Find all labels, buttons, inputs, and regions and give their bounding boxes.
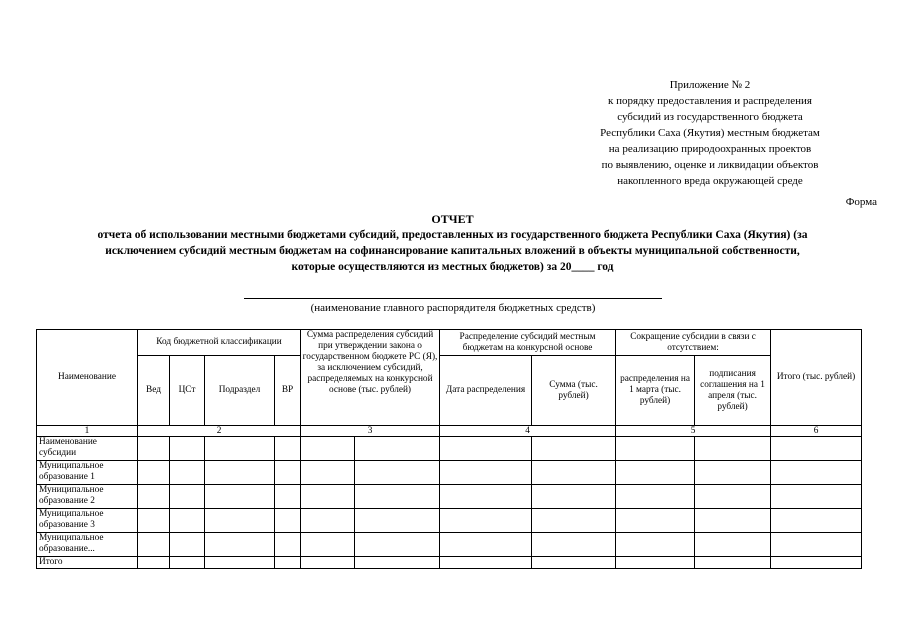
table-row-total bbox=[37, 557, 862, 569]
table-cell[interactable] bbox=[532, 437, 616, 461]
header-comp-sum: Сумма (тыс. рублей) bbox=[532, 356, 616, 426]
table-cell[interactable] bbox=[440, 557, 532, 569]
table-cell[interactable] bbox=[205, 485, 275, 509]
table-cell[interactable] bbox=[440, 461, 532, 485]
table-cell[interactable] bbox=[275, 533, 301, 557]
table-cell[interactable] bbox=[695, 461, 771, 485]
column-number: 4 bbox=[440, 426, 616, 437]
table-cell[interactable] bbox=[355, 485, 440, 509]
table-cell[interactable] bbox=[440, 509, 532, 533]
table-cell[interactable] bbox=[205, 461, 275, 485]
table-cell[interactable] bbox=[532, 557, 616, 569]
table-cell[interactable] bbox=[771, 557, 862, 569]
table-cell[interactable] bbox=[355, 557, 440, 569]
table-cell[interactable] bbox=[440, 437, 532, 461]
table-row bbox=[37, 485, 862, 509]
table-cell[interactable] bbox=[138, 437, 170, 461]
appendix-line: Республики Саха (Якутия) местным бюджетам bbox=[600, 127, 820, 139]
row-label: Муниципальное образование 1 bbox=[37, 461, 138, 485]
signature-line bbox=[244, 298, 662, 299]
header-name: Наименование bbox=[37, 330, 138, 426]
table-cell[interactable] bbox=[616, 533, 695, 557]
table-cell[interactable] bbox=[771, 509, 862, 533]
row-label: Муниципальное образование 3 bbox=[37, 509, 138, 533]
table-cell[interactable] bbox=[695, 533, 771, 557]
report-title-block bbox=[30, 211, 875, 275]
table-cell[interactable] bbox=[695, 557, 771, 569]
appendix-line: Приложение № 2 bbox=[669, 79, 751, 91]
column-number: 1 bbox=[37, 426, 138, 437]
table-row bbox=[37, 461, 862, 485]
table-cell[interactable] bbox=[616, 557, 695, 569]
table-cell[interactable] bbox=[301, 557, 355, 569]
table-cell[interactable] bbox=[355, 437, 440, 461]
header-sum-distribution: Сумма распределения субсидий при утверждении закона о государственном бюджете РС (Я), за исключением субсидий, распределяемых на конкурсной основе (тыс. рублей) bbox=[301, 330, 440, 426]
table-cell[interactable] bbox=[170, 461, 205, 485]
row-label: Итого bbox=[37, 557, 138, 569]
header-reduction: Сокращение субсидии в связи с отсутствием: bbox=[616, 330, 771, 356]
table-cell[interactable] bbox=[771, 437, 862, 461]
table-cell[interactable] bbox=[275, 485, 301, 509]
table-cell[interactable] bbox=[275, 557, 301, 569]
table-cell[interactable] bbox=[532, 533, 616, 557]
signature-caption: (наименование главного распорядителя бюджетных средств) bbox=[310, 302, 596, 314]
column-number: 3 bbox=[301, 426, 440, 437]
table-cell[interactable] bbox=[532, 509, 616, 533]
header-bcc-vr: ВР bbox=[275, 356, 301, 426]
table-cell[interactable] bbox=[138, 485, 170, 509]
table-cell[interactable] bbox=[616, 485, 695, 509]
row-label: Муниципальное образование... bbox=[37, 533, 138, 557]
table-cell[interactable] bbox=[771, 485, 862, 509]
table-cell[interactable] bbox=[695, 437, 771, 461]
table-cell[interactable] bbox=[440, 533, 532, 557]
header-row-1 bbox=[37, 330, 862, 356]
table-cell[interactable] bbox=[170, 485, 205, 509]
header-row-2 bbox=[37, 356, 862, 426]
table-cell[interactable] bbox=[532, 485, 616, 509]
table-cell[interactable] bbox=[532, 461, 616, 485]
column-number: 5 bbox=[616, 426, 771, 437]
header-bcc-podrazdel: Подраздел bbox=[205, 356, 275, 426]
table-cell[interactable] bbox=[695, 485, 771, 509]
table-cell[interactable] bbox=[616, 461, 695, 485]
header-red-april: подписания соглашения на 1 апреля (тыс. рублей) bbox=[695, 356, 771, 426]
table-row bbox=[37, 509, 862, 533]
table-cell[interactable] bbox=[695, 509, 771, 533]
table-cell[interactable] bbox=[355, 533, 440, 557]
table-cell[interactable] bbox=[440, 485, 532, 509]
table-cell[interactable] bbox=[170, 437, 205, 461]
table-cell[interactable] bbox=[138, 509, 170, 533]
table-cell[interactable] bbox=[205, 533, 275, 557]
table-cell[interactable] bbox=[275, 437, 301, 461]
report-subtitle-line: отчета об использовании местными бюджетами субсидий, предоставленных из государственного бюджета Республики Саха (Якутия) (за bbox=[97, 229, 808, 241]
table-cell[interactable] bbox=[771, 461, 862, 485]
appendix-line: к порядку предоставления и распределения bbox=[608, 95, 812, 107]
table-cell[interactable] bbox=[301, 461, 355, 485]
table-cell[interactable] bbox=[771, 533, 862, 557]
table-cell[interactable] bbox=[138, 533, 170, 557]
column-number: 6 bbox=[771, 426, 862, 437]
form-label: Форма bbox=[845, 196, 877, 208]
header-comp-date: Дата распределения bbox=[440, 356, 532, 426]
header-total: Итого (тыс. рублей) bbox=[771, 330, 862, 426]
table-cell[interactable] bbox=[301, 509, 355, 533]
table-cell[interactable] bbox=[170, 557, 205, 569]
appendix-header bbox=[560, 77, 860, 189]
table-cell[interactable] bbox=[170, 509, 205, 533]
table-cell[interactable] bbox=[205, 557, 275, 569]
table-cell[interactable] bbox=[138, 461, 170, 485]
table-cell[interactable] bbox=[205, 509, 275, 533]
column-number-row bbox=[37, 426, 862, 437]
table-cell[interactable] bbox=[301, 485, 355, 509]
report-subtitle-line: которые осуществляются из местных бюджетов) за 20____ год bbox=[291, 261, 614, 273]
header-red-march: распределения на 1 марта (тыс. рублей) bbox=[616, 356, 695, 426]
header-bcc-ved: Вед bbox=[138, 356, 170, 426]
table-cell[interactable] bbox=[616, 509, 695, 533]
report-table bbox=[36, 329, 862, 569]
row-label: Наименование субсидии bbox=[37, 437, 138, 461]
table-cell[interactable] bbox=[355, 509, 440, 533]
header-competitive: Распределение субсидий местным бюджетам на конкурсной основе bbox=[440, 330, 616, 356]
report-title: ОТЧЕТ bbox=[431, 212, 474, 226]
column-number: 2 bbox=[138, 426, 301, 437]
table-cell[interactable] bbox=[138, 557, 170, 569]
appendix-line: накопленного вреда окружающей среде bbox=[617, 175, 803, 187]
row-label: Муниципальное образование 2 bbox=[37, 485, 138, 509]
appendix-line: на реализацию природоохранных проектов bbox=[608, 143, 812, 155]
table-cell[interactable] bbox=[205, 437, 275, 461]
table-row bbox=[37, 437, 862, 461]
table-cell[interactable] bbox=[301, 533, 355, 557]
table-cell[interactable] bbox=[170, 533, 205, 557]
table-cell[interactable] bbox=[275, 461, 301, 485]
appendix-line: субсидий из государственного бюджета bbox=[617, 111, 803, 123]
table-cell[interactable] bbox=[616, 437, 695, 461]
table-cell[interactable] bbox=[275, 509, 301, 533]
appendix-line: по выявлению, оценке и ликвидации объектов bbox=[601, 159, 819, 171]
table-cell[interactable] bbox=[301, 437, 355, 461]
table-row bbox=[37, 533, 862, 557]
report-subtitle-line: исключением субсидий местным бюджетам на софинансирование капитальных вложений в объекты муниципальной собственности, bbox=[105, 245, 800, 257]
table-cell[interactable] bbox=[355, 461, 440, 485]
header-bcc-cst: ЦСт bbox=[170, 356, 205, 426]
header-bcc: Код бюджетной классификации bbox=[138, 330, 301, 356]
